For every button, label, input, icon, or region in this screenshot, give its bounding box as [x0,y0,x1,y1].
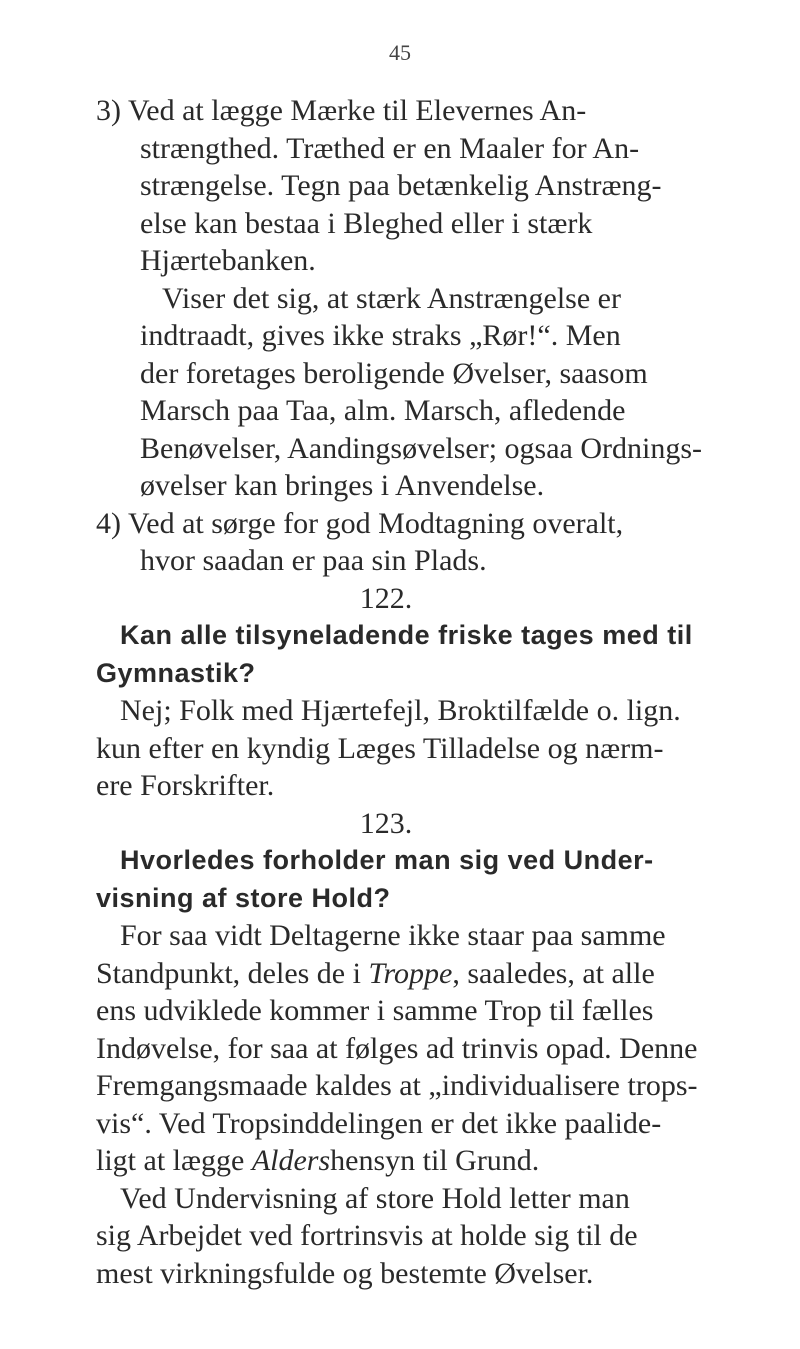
italic-word: Alders [251,1144,331,1177]
text-line: For saa vidt Deltagerne ikke staar paa samme [120,919,666,952]
section-heading: Kan alle tilsyneladende friske tages med til [120,620,693,650]
page-body [96,92,706,1292]
italic-word: Troppe [368,956,453,990]
section-122 [96,580,706,805]
text-line: Marsch paa Taa, alm. Marsch, afledende [140,394,626,427]
text-line: der foretages beroligende Øvelser, saasom [140,356,648,390]
text-fragment: , saaledes, at alle [452,956,655,990]
section-heading: visning af store Hold? [96,882,391,913]
section-number: 122. [359,581,413,615]
text-line: strængelse. Tegn paa betænkelig Anstræng- [140,169,662,202]
section-123 [96,805,706,1293]
section-heading: Hvorledes forholder man sig ved Under- [120,845,654,875]
text-line: Hjærtebanken. [140,244,316,277]
text-fragment: Standpunkt, deles de i [96,956,369,990]
text-line [96,1142,706,1180]
text-line: ere Forskrifter. [96,769,275,802]
text-line: Indøvelse, for saa at følges ad trinvis opad. Denne [96,1031,698,1065]
item-3 [96,92,706,505]
text-line: Benøvelser, Aandingsøvelser; ogsaa Ordnings- [140,431,703,465]
text-line: vis“. Ved Tropsinddelingen er det ikke paalide- [96,1106,662,1140]
text-line: Fremgangsmaade kaldes at „individualisere trops- [96,1069,698,1102]
text-line: indtraadt, gives ikke straks „Rør!“. Men [140,319,621,352]
text-fragment: ligt at lægge [96,1144,252,1177]
section-heading: Gymnastik? [96,657,256,688]
section-number: 123. [359,806,413,840]
text-line [96,955,706,993]
text-line: else kan bestaa i Bleghed eller i stærk [140,206,593,240]
text-line: hvor saadan er paa sin Plads. [140,544,487,577]
page-number: 45 [389,40,411,65]
text-line: Viser det sig, at stærk Anstrængelse er [162,281,621,315]
text-line: ens udviklede kommer i samme Trop til fælles [96,994,654,1027]
text-line: strængthed. Træthed er en Maaler for An- [140,131,640,165]
text-line: 4) Ved at sørge for god Modtagning overalt, [96,506,624,540]
item-4 [96,505,706,580]
text-line: øvelser kan bringes i Anvendelse. [140,469,545,502]
text-fragment: hensyn til Grund. [330,1144,540,1177]
text-line: kun efter en kyndig Læges Tilladelse og nærm- [96,731,664,765]
text-line: sig Arbejdet ved fortrinsvis at holde sig til de [96,1219,638,1252]
text-line: Ved Undervisning af store Hold letter man [120,1181,630,1215]
text-line: Nej; Folk med Hjærtefejl, Broktilfælde o. lign. [120,694,681,727]
text-line: 3) Ved at lægge Mærke til Elevernes An- [96,94,587,127]
text-line: mest virkningsfulde og bestemte Øvelser. [96,1256,594,1290]
